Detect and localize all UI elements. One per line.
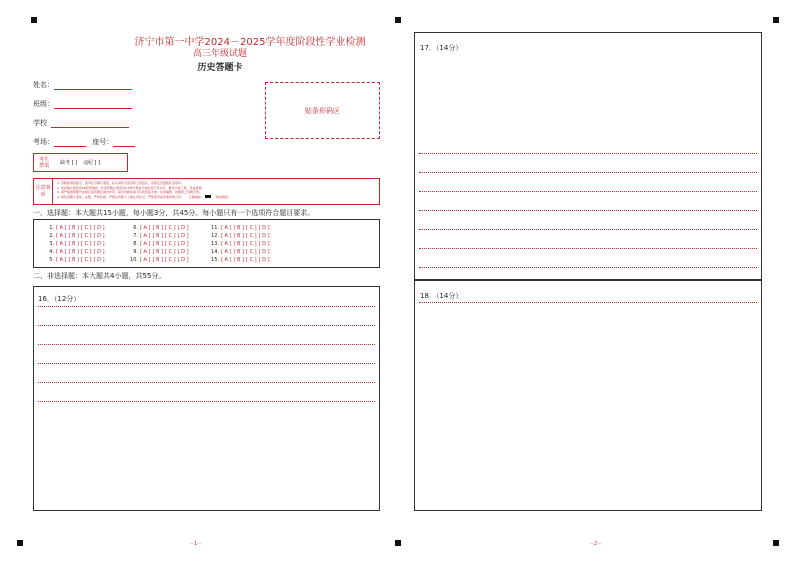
mc-option-bubble[interactable]: [ B ] [152,233,164,239]
registration-mark [773,17,779,23]
mc-option-bubble[interactable]: [ C ] [165,241,176,247]
mc-option-bubble[interactable]: [ D ] [177,225,189,231]
absent-checkbox[interactable]: 缺考 [ ] [60,160,78,166]
section2-heading: 二、非选择题：本大题共4小题，共55分。 [33,272,166,280]
mc-question-row [40,257,107,263]
mc-option-bubble[interactable]: [ D ] [258,241,270,247]
mc-question-row [205,225,272,231]
mc-question-number: 6. [133,225,138,231]
mc-question-number: 10. [130,257,138,263]
mc-option-bubble[interactable]: [ A ] [221,249,232,255]
notice-line: 3. 请严格按照题号在相应的答题区域内作答，超出答题区域书写的答案无效；在草稿纸、试题卷上答题无效。 [57,190,202,195]
mc-question-row [205,241,272,247]
mc-option-bubble[interactable]: [ A ] [56,249,67,255]
candidate-status-box [33,153,128,172]
mc-option-bubble[interactable]: [ B ] [68,249,80,255]
multiple-choice-box [33,219,380,268]
mc-option-bubble[interactable]: [ D ] [93,225,105,231]
mc-question-number: 12. [211,233,219,239]
mc-option-bubble[interactable]: [ D ] [258,225,270,231]
writing-line [38,325,375,326]
mc-option-bubble[interactable]: [ D ] [93,233,105,239]
correct-fill-mark [205,195,211,198]
registration-mark [17,540,23,546]
mc-question-number: 8. [133,241,138,247]
mc-option-bubble[interactable]: [ A ] [140,225,151,231]
mc-option-bubble[interactable]: [ B ] [152,241,164,247]
mc-option-bubble[interactable]: [ C ] [246,257,257,263]
mc-option-bubble[interactable]: [ C ] [81,249,92,255]
mc-option-bubble[interactable]: [ A ] [140,249,151,255]
mc-question-row [124,225,191,231]
mc-option-bubble[interactable]: [ C ] [165,225,176,231]
mc-option-bubble[interactable]: [ A ] [56,233,67,239]
mc-option-bubble[interactable]: [ B ] [233,233,245,239]
writing-line [38,401,375,402]
mc-option-bubble[interactable]: [ B ] [68,241,80,247]
writing-line [419,210,757,211]
q16-label: 16．（12分） [38,295,81,303]
mc-option-bubble[interactable]: [ C ] [81,233,92,239]
writing-line [38,363,375,364]
mc-question-number: 13. [211,241,219,247]
mc-option-bubble[interactable]: [ B ] [233,225,245,231]
mc-question-row [124,249,191,255]
notice-line [57,195,375,200]
writing-line [419,153,757,154]
mc-option-bubble[interactable]: [ C ] [165,249,176,255]
school-label: 学校 [33,119,47,127]
page-number: －1－ [189,541,203,547]
mc-question-number: 15. [211,257,219,263]
writing-line [419,302,757,303]
mc-option-bubble[interactable]: [ A ] [140,241,151,247]
mc-option-bubble[interactable]: [ B ] [152,249,164,255]
mc-option-bubble[interactable]: [ B ] [152,257,164,263]
seat-label: 座号： [92,138,114,146]
mc-question-number: 7. [133,233,138,239]
mc-option-bubble[interactable]: [ A ] [221,241,232,247]
mc-option-bubble[interactable]: [ C ] [81,257,92,263]
registration-mark [773,540,779,546]
name-field[interactable] [33,80,132,90]
mc-question-row [205,233,272,239]
mc-option-bubble[interactable]: [ B ] [68,233,80,239]
mc-question-number: 11. [211,225,219,231]
mc-question-number: 14. [211,249,219,255]
mc-question-row [40,225,107,231]
grade-title: 高三年级试题 [192,49,247,59]
mc-option-bubble[interactable]: [ C ] [165,233,176,239]
mc-option-bubble[interactable]: [ D ] [177,241,189,247]
writing-line [419,267,757,268]
notice-line: 1. 答题前请将姓名、准考证号填写清楚，并认真核对条形码上的信息，在规定位置贴好条形码。 [57,181,184,185]
mc-option-bubble[interactable]: [ D ] [258,233,270,239]
writing-line [38,306,375,307]
registration-mark [31,17,37,23]
answer-card-title: 历史答题卡 [197,63,243,73]
notice-box [33,178,380,205]
mc-option-bubble[interactable]: [ D ] [177,257,189,263]
mc-question-row [124,241,191,247]
mc-option-bubble[interactable]: [ D ] [177,233,189,239]
writing-line [419,229,757,230]
mc-option-bubble[interactable]: [ B ] [68,257,80,263]
notice-line: 2. 选择题必须使用2B铅笔填涂；非选择题必须使用0.5毫米黑色字迹的签字笔书写，要求字体工整，笔迹清楚。 [57,185,205,190]
mc-option-bubble[interactable]: [ A ] [221,225,232,231]
mc-question-row [124,233,191,239]
answer-area-q16[interactable] [33,286,380,511]
q18-label: 18．（14分） [420,292,463,300]
writing-line [38,344,375,345]
class-label: 班级： [33,100,54,108]
mc-option-bubble[interactable]: [ A ] [56,257,67,263]
mc-question-number: 3. [49,241,54,247]
writing-line [38,382,375,383]
mc-option-bubble[interactable]: [ D ] [177,249,189,255]
mc-question-row [40,233,107,239]
mc-option-bubble[interactable]: [ A ] [140,257,151,263]
notice-line-text: 4. 保持答题卡清洁、完整，严禁折叠、严禁在答题卡上做任何标记，严禁使用涂改液和修正带。 [57,194,184,199]
mc-option-bubble[interactable]: [ A ] [56,241,67,247]
mc-option-bubble[interactable]: [ B ] [233,257,245,263]
mc-option-bubble[interactable]: [ D ] [258,257,270,263]
mc-question-row [40,249,107,255]
wrong-fill-example: 错误填涂： [215,194,231,199]
mc-question-row [205,257,272,263]
registration-mark [395,540,401,546]
mc-option-bubble[interactable]: [ D ] [93,257,105,263]
mc-option-bubble[interactable]: [ D ] [258,249,270,255]
mc-option-bubble[interactable]: [ A ] [221,257,232,263]
mc-option-bubble[interactable]: [ B ] [233,249,245,255]
mc-question-number: 4. [49,249,54,255]
mc-option-bubble[interactable]: [ D ] [93,249,105,255]
mc-option-bubble[interactable]: [ A ] [140,233,151,239]
mc-option-bubble[interactable]: [ C ] [165,257,176,263]
mc-option-bubble[interactable]: [ B ] [152,225,164,231]
mc-option-bubble[interactable]: [ D ] [93,241,105,247]
mc-option-bubble[interactable]: [ B ] [68,225,80,231]
section1-heading: 一、选择题：本大题共15小题，每小题3分，共45分。每小题只有一个选项符合题目要求。 [33,209,315,217]
exam-room-field[interactable] [33,137,135,147]
mc-option-bubble[interactable]: [ C ] [246,241,257,247]
answer-area-q18[interactable] [414,280,762,511]
registration-mark [395,17,401,23]
answer-area-q17[interactable] [414,32,762,280]
writing-line [419,248,757,249]
correct-fill-example: 正确填涂： [188,194,204,199]
mc-question-number: 5. [49,257,54,263]
mc-option-bubble[interactable]: [ A ] [221,233,232,239]
mc-option-bubble[interactable]: [ C ] [246,249,257,255]
class-field[interactable] [33,99,132,109]
writing-line [419,172,757,173]
status-label: 考生禁填 [38,156,49,169]
mc-question-row [205,249,272,255]
mc-option-bubble[interactable]: [ A ] [56,225,67,231]
notice-label: 注意事项 [34,179,53,204]
page-number: －2－ [589,541,603,547]
mc-option-bubble[interactable]: [ C ] [81,225,92,231]
exam-room-label: 考场： [33,138,54,146]
mc-question-number: 1. [49,225,54,231]
mc-question-number: 2. [49,233,54,239]
writing-line [419,191,757,192]
school-field[interactable] [33,118,129,128]
mc-option-bubble[interactable]: [ C ] [246,233,257,239]
mc-option-bubble[interactable]: [ B ] [233,241,245,247]
mc-option-bubble[interactable]: [ C ] [81,241,92,247]
mc-question-number: 9. [133,249,138,255]
mc-option-bubble[interactable]: [ C ] [246,225,257,231]
mc-question-row [40,241,107,247]
barcode-label: 贴条形码区 [305,106,340,115]
barcode-area [265,82,380,139]
name-label: 姓名： [33,81,54,89]
exam-title: 济宁市第一中学2024－2025学年度阶段性学业检测 [134,37,366,48]
violation-checkbox[interactable]: 违纪 [ ] [83,160,101,166]
mc-question-row [124,257,191,263]
q17-label: 17．（14分） [420,44,463,52]
